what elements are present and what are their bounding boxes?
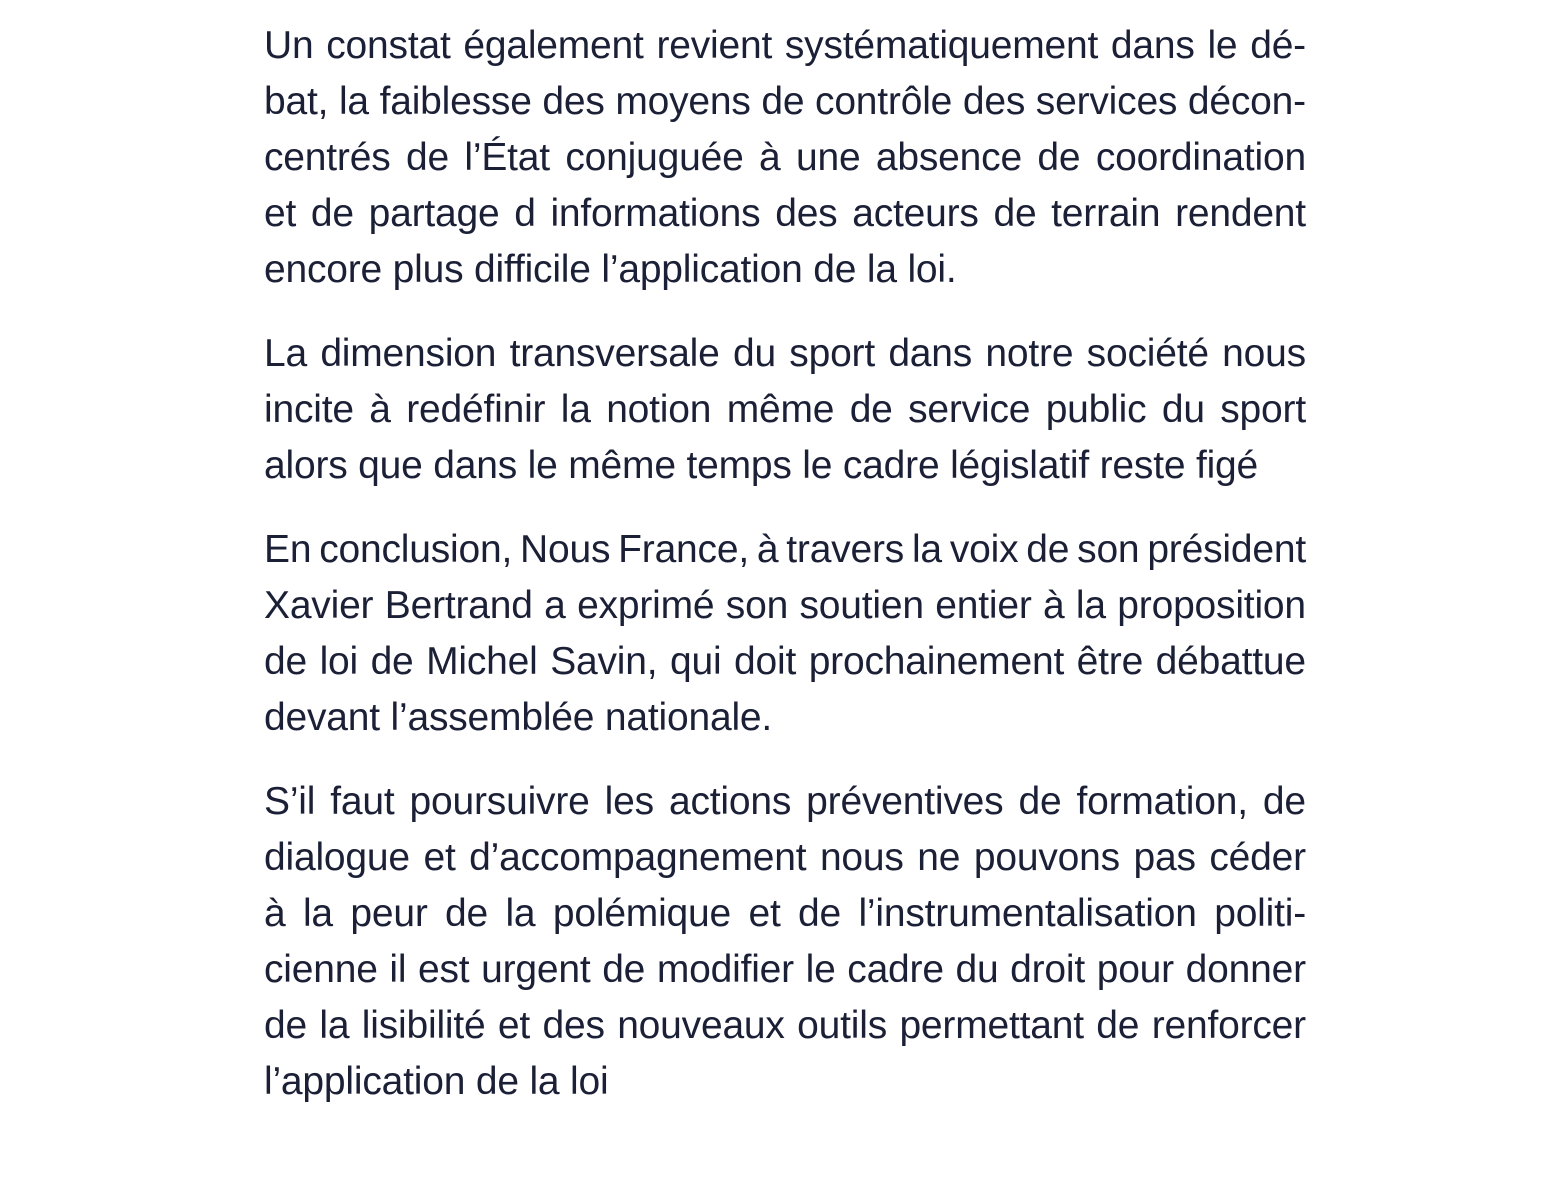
- text-line: [264, 830, 1306, 886]
- word: coordination: [1095, 136, 1306, 179]
- word: contrôle: [815, 80, 953, 123]
- word: centrés: [264, 136, 391, 179]
- word: pas: [1133, 836, 1196, 879]
- text-line: [264, 130, 1306, 186]
- word: des: [542, 80, 605, 123]
- word: notre: [985, 332, 1074, 375]
- word: cadre: [847, 948, 944, 991]
- text-line: alors que dans le même temps le cadre législatif reste figé: [264, 444, 1259, 487]
- word: céder: [1209, 836, 1306, 879]
- word: des: [775, 192, 838, 235]
- text-line: [264, 942, 1306, 998]
- word: des: [962, 80, 1026, 123]
- word: incite: [264, 388, 354, 431]
- word: même: [726, 388, 835, 431]
- word: la: [505, 892, 536, 935]
- word: la: [911, 528, 942, 571]
- word: loi: [319, 640, 358, 683]
- word: débattue: [1155, 640, 1306, 683]
- word: de: [370, 640, 414, 683]
- word: dans: [888, 332, 973, 375]
- word: et: [497, 1004, 531, 1047]
- word: conjuguée: [565, 136, 744, 179]
- word: nous: [819, 836, 904, 879]
- word: du: [1161, 388, 1205, 431]
- word: proposition: [1117, 584, 1306, 627]
- word: politi-: [1214, 892, 1306, 935]
- word: également: [463, 24, 644, 67]
- text-line: devant l’assemblée nationale.: [264, 696, 773, 739]
- word: faut: [330, 780, 395, 823]
- text-line: [264, 18, 1306, 74]
- word: S’il: [264, 780, 316, 823]
- word: de: [1026, 528, 1070, 571]
- text-line: [264, 186, 1306, 242]
- word: outils: [797, 1004, 888, 1047]
- word: Bertrand: [384, 584, 533, 627]
- word: une: [795, 136, 861, 179]
- word: partage: [368, 192, 500, 235]
- word: En: [264, 528, 312, 571]
- word: services: [1035, 80, 1178, 123]
- word: sport: [789, 332, 875, 375]
- word: d’accompagnement: [469, 836, 807, 879]
- word: de: [849, 388, 893, 431]
- word: décon-: [1187, 80, 1306, 123]
- word: à: [1043, 584, 1065, 627]
- word: le: [1207, 24, 1238, 67]
- word: Un: [264, 24, 314, 67]
- text-line: [264, 886, 1306, 942]
- word: faiblesse: [379, 80, 532, 123]
- word: acteurs: [852, 192, 979, 235]
- word: être: [1076, 640, 1144, 683]
- word: a: [544, 584, 566, 627]
- word: rendent: [1175, 192, 1306, 235]
- word: permettant: [899, 1004, 1084, 1047]
- word: dé-: [1250, 24, 1306, 67]
- word: bat,: [264, 80, 329, 123]
- word: prochainement: [808, 640, 1065, 683]
- word: voix: [949, 528, 1019, 571]
- word: la: [302, 892, 333, 935]
- word: il: [389, 948, 407, 991]
- word: transversale: [509, 332, 720, 375]
- word: constat: [326, 24, 451, 67]
- word: service: [908, 388, 1031, 431]
- document-page: [264, 18, 1306, 1138]
- word: La: [264, 332, 307, 375]
- word: nous: [1222, 332, 1306, 375]
- word: terrain: [1051, 192, 1161, 235]
- word: formation,: [1076, 780, 1248, 823]
- word: le: [805, 948, 836, 991]
- word: à: [759, 136, 781, 179]
- word: l’instrumentalisation: [858, 892, 1197, 935]
- word: de: [1037, 136, 1081, 179]
- text-line: [264, 998, 1306, 1054]
- word: public: [1045, 388, 1147, 431]
- word: pouvons: [973, 836, 1120, 879]
- word: systématiquement: [784, 24, 1099, 67]
- text-line: [264, 774, 1306, 830]
- word: notion: [606, 388, 712, 431]
- word: la: [560, 388, 591, 431]
- word: Savin,: [550, 640, 658, 683]
- word: soutien: [799, 584, 924, 627]
- text-line: encore plus difficile l’application de la loi.: [264, 248, 957, 291]
- text-line: [264, 522, 1306, 578]
- word: revient: [656, 24, 773, 67]
- word: préventives: [806, 780, 1004, 823]
- word: dans: [1110, 24, 1195, 67]
- word: donner: [1185, 948, 1306, 991]
- word: doit: [734, 640, 797, 683]
- text-line: l’application de la loi: [264, 1060, 609, 1103]
- word: Nous: [520, 528, 611, 571]
- word: et: [264, 192, 297, 235]
- word: la: [319, 1004, 350, 1047]
- word: peur: [350, 892, 428, 935]
- word: France,: [618, 528, 749, 571]
- word: la: [338, 80, 369, 123]
- paragraph-actions-preventives: [264, 774, 1306, 1110]
- word: de: [445, 892, 489, 935]
- word: président: [1147, 528, 1306, 571]
- paragraph-constat: [264, 18, 1306, 298]
- word: sport: [1220, 388, 1306, 431]
- word: de: [264, 1004, 307, 1047]
- word: de: [1018, 780, 1062, 823]
- word: cienne: [264, 948, 378, 991]
- word: modifier: [656, 948, 794, 991]
- word: moyens: [615, 80, 751, 123]
- word: et: [423, 836, 456, 879]
- text-line: [264, 326, 1306, 382]
- word: pour: [1096, 948, 1174, 991]
- word: de: [761, 80, 805, 123]
- word: renforcer: [1151, 1004, 1306, 1047]
- word: à: [264, 892, 286, 935]
- word: du: [955, 948, 999, 991]
- word: l’État: [464, 136, 550, 179]
- word: actions: [668, 780, 792, 823]
- word: travers: [786, 528, 905, 571]
- word: urgent: [481, 948, 591, 991]
- word: informations: [550, 192, 761, 235]
- word: redéfinir: [406, 388, 546, 431]
- word: absence: [875, 136, 1022, 179]
- paragraph-dimension-transversale: [264, 326, 1306, 494]
- word: société: [1086, 332, 1209, 375]
- word: qui: [669, 640, 722, 683]
- word: dimension: [320, 332, 497, 375]
- word: nouveaux: [617, 1004, 785, 1047]
- text-line: [264, 634, 1306, 690]
- word: poursuivre: [409, 780, 590, 823]
- word: d: [514, 192, 536, 235]
- text-line: [264, 74, 1306, 130]
- word: lisibilité: [361, 1004, 486, 1047]
- word: son: [725, 584, 789, 627]
- word: de: [405, 136, 449, 179]
- word: de: [310, 192, 354, 235]
- word: son: [1077, 528, 1140, 571]
- word: de: [264, 640, 307, 683]
- text-line: [264, 382, 1306, 438]
- word: de: [1262, 780, 1306, 823]
- word: de: [798, 892, 842, 935]
- word: à: [369, 388, 391, 431]
- word: droit: [1010, 948, 1086, 991]
- word: entier: [935, 584, 1032, 627]
- word: exprimé: [577, 584, 715, 627]
- word: du: [732, 332, 776, 375]
- word: Michel: [426, 640, 538, 683]
- word: la: [1075, 584, 1106, 627]
- word: et: [748, 892, 781, 935]
- word: dialogue: [264, 836, 410, 879]
- word: ne: [917, 836, 961, 879]
- word: de: [993, 192, 1037, 235]
- word: de: [1096, 1004, 1140, 1047]
- word: des: [542, 1004, 605, 1047]
- word: Xavier: [264, 584, 374, 627]
- word: les: [604, 780, 654, 823]
- paragraph-conclusion: [264, 522, 1306, 746]
- text-line: [264, 578, 1306, 634]
- word: est: [418, 948, 470, 991]
- word: polémique: [552, 892, 732, 935]
- word: conclusion,: [319, 528, 513, 571]
- word: à: [756, 528, 779, 571]
- word: de: [602, 948, 646, 991]
